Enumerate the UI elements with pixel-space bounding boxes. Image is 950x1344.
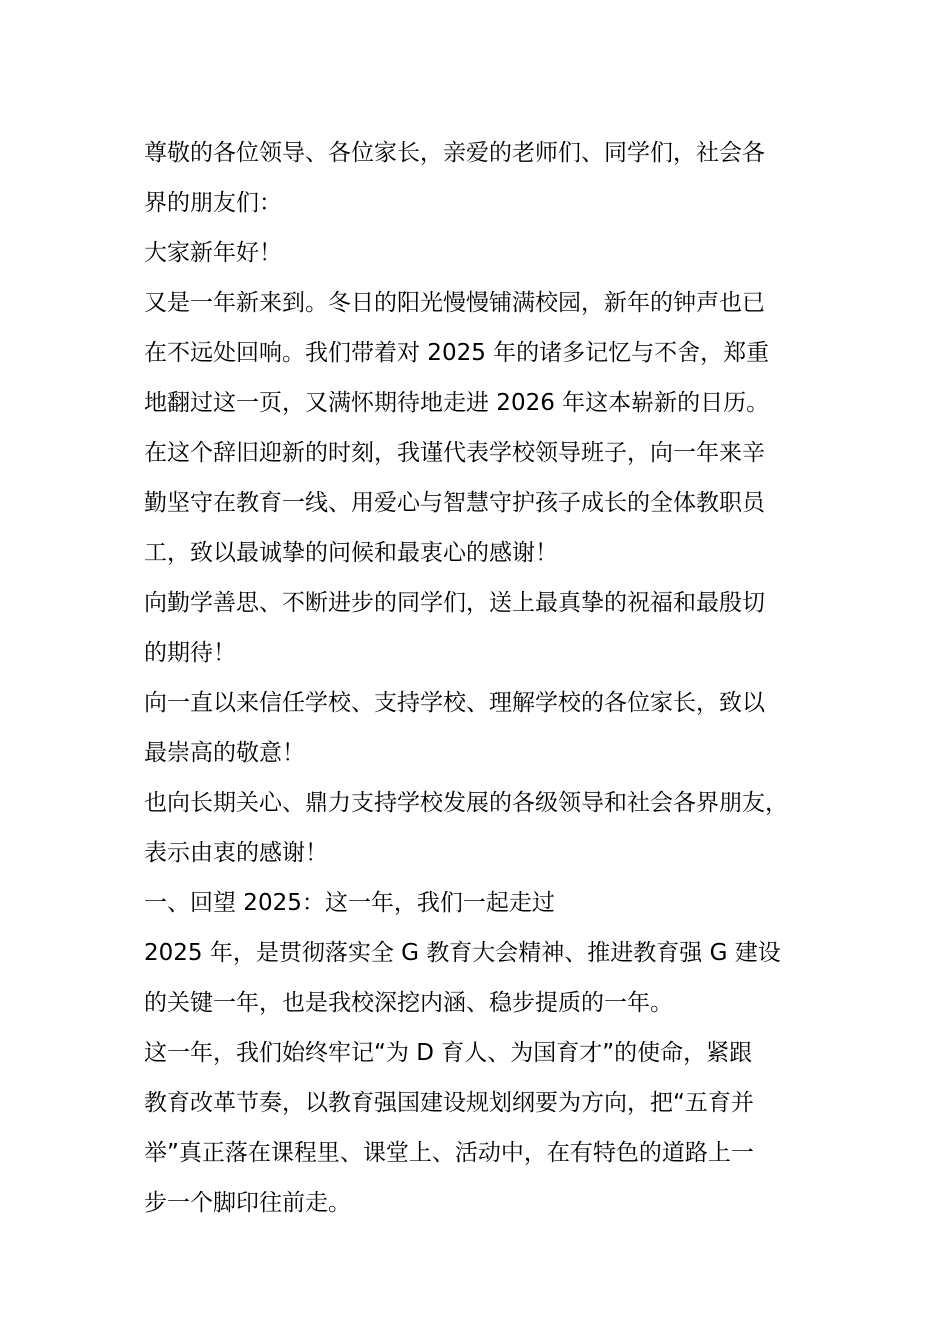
text-line: 在这个辞旧迎新的时刻，我谨代表学校领导班子，向一年来辛 <box>144 440 765 466</box>
text-line: 这一年，我们始终牢记“为 D 育人、为国育才”的使命，紧跟 <box>144 1040 753 1066</box>
text-line: 的期待！ <box>144 640 236 666</box>
text-line: 举”真正落在课程里、课堂上、活动中，在有特色的道路上一 <box>144 1140 754 1166</box>
text-line: 向勤学善思、不断进步的同学们，送上最真挚的祝福和最殷切 <box>144 590 765 616</box>
text-line: 教育改革节奏，以教育强国建设规划纲要为方向，把“五育并 <box>144 1090 754 1116</box>
text-line: 向一直以来信任学校、支持学校、理解学校的各位家长，致以 <box>144 690 765 716</box>
text-line: 尊敬的各位领导、各位家长，亲爱的老师们、同学们，社会各 <box>144 140 765 166</box>
section-heading: 一、回望 2025：这一年，我们一起走过 <box>144 890 555 916</box>
text-line: 表示由衷的感谢！ <box>144 840 328 866</box>
text-line: 勤坚守在教育一线、用爱心与智慧守护孩子成长的全体教职员 <box>144 490 765 516</box>
text-line: 又是一年新来到。冬日的阳光慢慢铺满校园，新年的钟声也已 <box>144 290 765 316</box>
text-line: 最崇高的敬意！ <box>144 740 305 766</box>
text-line: 地翻过这一页，又满怀期待地走进 2026 年这本崭新的日历。 <box>144 390 770 416</box>
text-line: 界的朋友们： <box>144 190 282 216</box>
document-body <box>144 128 829 1228</box>
text-line: 在不远处回响。我们带着对 2025 年的诸多记忆与不舍，郑重 <box>144 340 770 366</box>
text-line: 的关键一年，也是我校深挖内涵、稳步提质的一年。 <box>144 990 673 1016</box>
text-line: 也向长期关心、鼎力支持学校发展的各级领导和社会各界朋友， <box>144 790 788 816</box>
text-line: 步一个脚印往前走。 <box>144 1190 351 1216</box>
text-line: 2025 年，是贯彻落实全 G 教育大会精神、推进教育强 G 建设 <box>144 940 781 966</box>
text-line: 工，致以最诚挚的问候和最衷心的感谢！ <box>144 540 558 566</box>
text-line: 大家新年好！ <box>144 240 282 266</box>
